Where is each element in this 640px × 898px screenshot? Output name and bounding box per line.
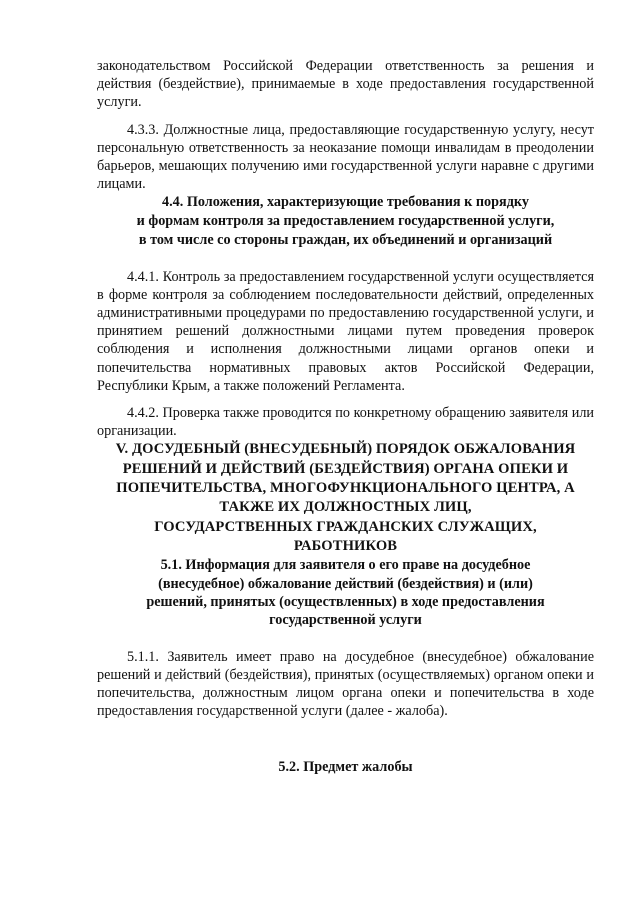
chapter-line: ГОСУДАРСТВЕННЫХ ГРАЖДАНСКИХ СЛУЖАЩИХ,	[154, 518, 537, 535]
chapter-line: V. ДОСУДЕБНЫЙ (ВНЕСУДЕБНЫЙ) ПОРЯДОК ОБЖАЛОВАНИЯ	[115, 441, 576, 458]
paragraph-5-1-1: 5.1.1. Заявитель имеет право на досудебное (внесудебное) обжалование решений и действий (бездействия), принятых (осуществляемых) органом опеки и попечительства, должностным лицом органа опеки и попечительства в ходе предоставления государственной услуги (далее - жалоба).	[97, 648, 594, 720]
chapter-line: РАБОТНИКОВ	[293, 537, 398, 554]
section-heading-5-1	[97, 556, 594, 630]
heading-line: и формам контроля за предоставлением государственной услуги,	[136, 213, 555, 230]
chapter-line: РЕШЕНИЙ И ДЕЙСТВИЙ (БЕЗДЕЙСТВИЯ) ОРГАНА ОПЕКИ И	[122, 460, 569, 477]
paragraph-4-4-1: 4.4.1. Контроль за предоставлением государственной услуги осуществляется в форме контроля за соблюдением последовательности действий, определенных административными процедурами по предоставлению государственной услуги, и принятием решений должностными лицами путем проведения проверок соблюдения и исполнения должностными лицами органов опеки и попечительства нормативных правовых актов Российской Федерации, Республики Крым, а также положений Регламента.	[97, 268, 594, 394]
heading-line: (внесудебное) обжалование действий (бездействия) и (или)	[158, 575, 533, 592]
section-heading-5-2: 5.2. Предмет жалобы	[278, 758, 413, 775]
heading-line: 4.4. Положения, характеризующие требования к порядку	[162, 194, 529, 211]
heading-line: 5.1. Информация для заявителя о его праве на досудебное	[160, 557, 531, 574]
heading-line: государственной услуги	[269, 612, 422, 629]
paragraph-4-3-3: 4.3.3. Должностные лица, предоставляющие государственную услугу, несут персональную ответственность за неоказание помощи инвалидам в преодолении барьеров, мешающих получению ими государственной услуги наравне с другими лицами.	[97, 121, 594, 193]
paragraph-4-4-2: 4.4.2. Проверка также проводится по конкретному обращению заявителя или организации.	[97, 404, 594, 440]
heading-line: в том числе со стороны граждан, их объединений и организаций	[138, 231, 553, 248]
chapter-line: ПОПЕЧИТЕЛЬСТВА, МНОГОФУНКЦИОНАЛЬНОГО ЦЕНТРА, А	[116, 479, 575, 496]
document-page	[97, 57, 594, 776]
chapter-heading-v	[97, 440, 594, 556]
chapter-line: ТАКЖЕ ИХ ДОЛЖНОСТНЫХ ЛИЦ,	[219, 499, 472, 516]
paragraph-continuation: законодательством Российской Федерации ответственность за решения и действия (бездействие), принимаемые в ходе предоставления государственной услуги.	[97, 58, 594, 111]
section-heading-4-4	[97, 193, 594, 249]
heading-line: решений, принятых (осуществленных) в ходе предоставления	[146, 593, 545, 610]
